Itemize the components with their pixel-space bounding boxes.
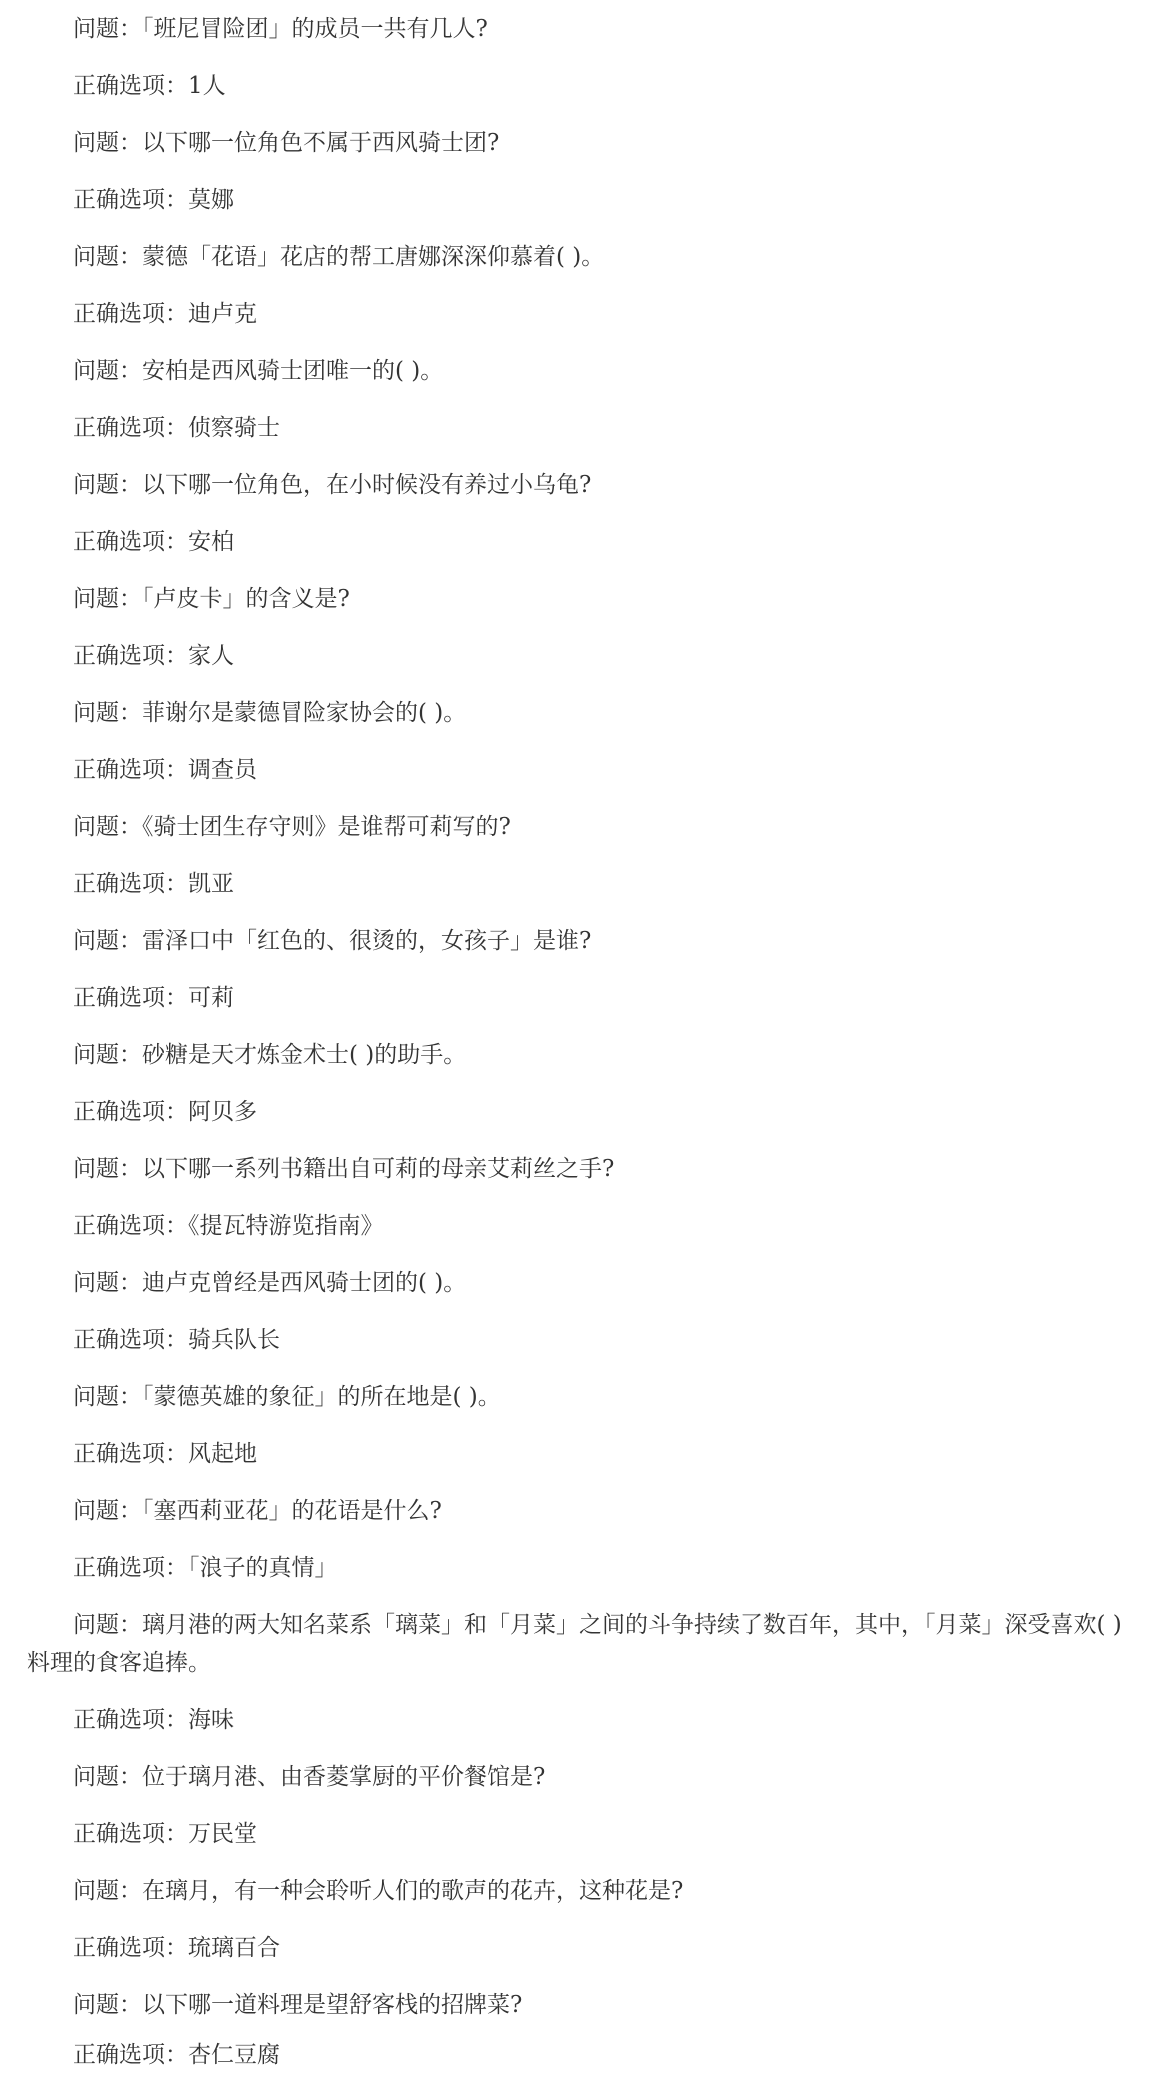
question-text: 问题：雷泽口中「红色的、很烫的，女孩子」是谁? [73, 928, 592, 954]
answer-text: 正确选项：万民堂 [73, 1821, 257, 1847]
question-text: 问题：璃月港的两大知名菜系「璃菜」和「月菜」之间的斗争持续了数百年，其中，「月菜」深受喜欢( )料理的食客追捧。 [27, 1612, 1122, 1676]
question-text: 问题：以下哪一系列书籍出自可莉的母亲艾莉丝之手? [73, 1156, 615, 1182]
question-text: 问题：以下哪一道料理是望舒客栈的招牌菜? [73, 1992, 523, 2018]
question-text: 问题：菲谢尔是蒙德冒险家协会的( )。 [73, 700, 467, 726]
answer-text: 正确选项：琉璃百合 [73, 1935, 280, 1961]
answer-text: 正确选项：杏仁豆腐 [73, 2042, 280, 2068]
question-text: 问题：迪卢克曾经是西风骑士团的( )。 [73, 1270, 467, 1296]
question-text: 问题：「班尼冒险团」的成员一共有几人? [73, 16, 488, 42]
answer-text: 正确选项：海味 [73, 1707, 234, 1733]
answer-text: 正确选项：凯亚 [73, 871, 234, 897]
question-text: 问题：「蒙德英雄的象征」的所在地是( )。 [73, 1384, 501, 1410]
answer-text: 正确选项：迪卢克 [73, 301, 257, 327]
question-text: 问题：「卢皮卡」的含义是? [73, 586, 350, 612]
question-text: 问题：位于璃月港、由香菱掌厨的平价餐馆是? [73, 1764, 546, 1790]
answer-text: 正确选项：骑兵队长 [73, 1327, 280, 1353]
answer-text: 正确选项：侦察骑士 [73, 415, 280, 441]
answer-text: 正确选项：阿贝多 [73, 1099, 257, 1125]
question-text: 问题：以下哪一位角色，在小时候没有养过小乌龟? [73, 472, 592, 498]
answer-text: 正确选项：「浪子的真情」 [73, 1555, 338, 1581]
question-text: 问题：砂糖是天才炼金术士( )的助手。 [73, 1042, 467, 1068]
question-text: 问题：安柏是西风骑士团唯一的( )。 [73, 358, 444, 384]
answer-text: 正确选项：莫娜 [73, 187, 234, 213]
question-text: 问题：《骑士团生存守则》是谁帮可莉写的? [73, 814, 511, 840]
question-text: 问题：「塞西莉亚花」的花语是什么? [73, 1498, 442, 1524]
answer-text: 正确选项：《提瓦特游览指南》 [73, 1213, 384, 1239]
question-text: 问题：以下哪一位角色不属于西风骑士团? [73, 130, 500, 156]
answer-text: 正确选项：调查员 [73, 757, 257, 783]
answer-text: 正确选项：可莉 [73, 985, 234, 1011]
answer-text: 正确选项：安柏 [73, 529, 234, 555]
answer-text: 正确选项：1人 [73, 73, 226, 99]
question-text: 问题：在璃月，有一种会聆听人们的歌声的花卉，这种花是? [73, 1878, 684, 1904]
answer-text: 正确选项：风起地 [73, 1441, 257, 1467]
question-text: 问题：蒙德「花语」花店的帮工唐娜深深仰慕着( )。 [73, 244, 605, 270]
answer-text: 正确选项：家人 [73, 643, 234, 669]
